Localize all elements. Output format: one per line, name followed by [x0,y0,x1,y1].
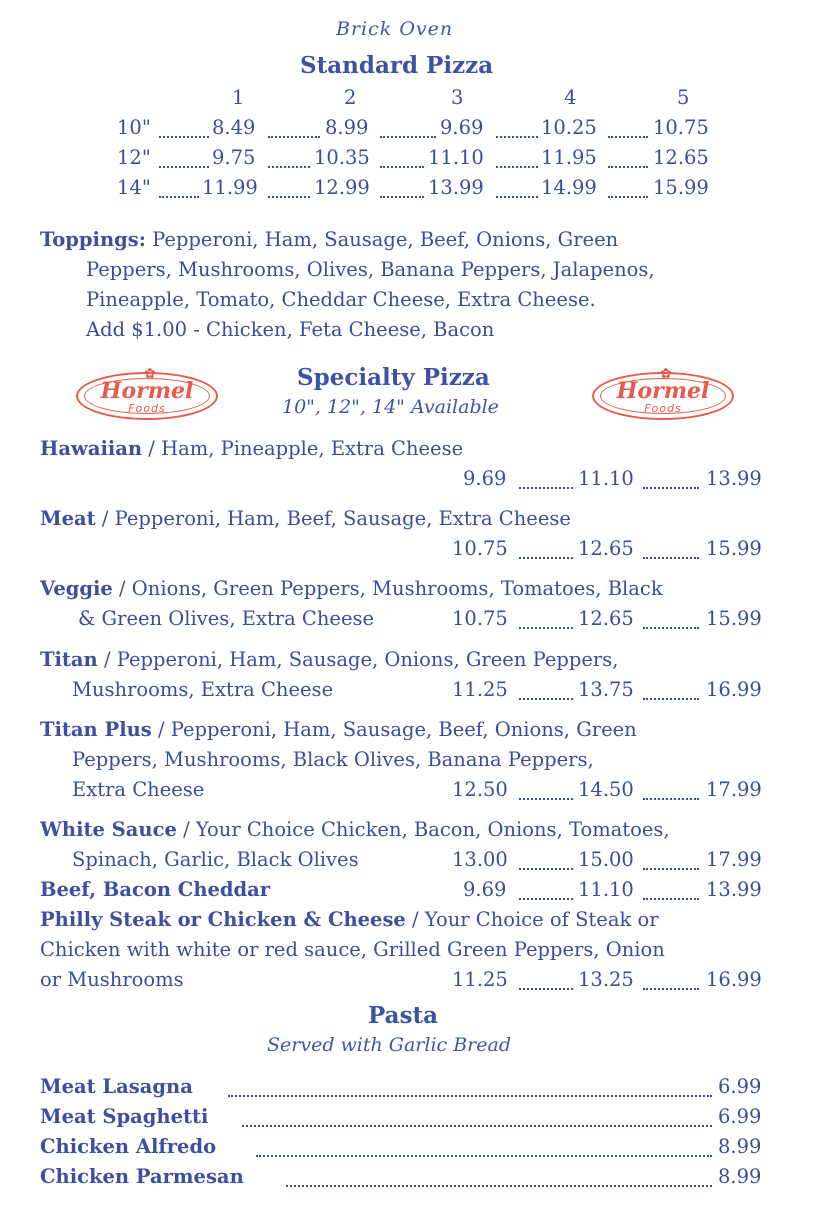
item-name: Hawaiian [40,437,143,460]
logo-subtext: Foods [128,402,166,415]
standard-pizza-title: Standard Pizza [300,52,494,79]
item-name: Chicken Parmesan [40,1165,244,1188]
price-cell: 17.99 [706,848,762,871]
logo-wordmark: Hormel [616,378,710,404]
price-cell: 9.69 [440,116,484,139]
flower-icon: ✿ [144,366,156,382]
item-description: / Ham, Pineapple, Extra Cheese [142,437,464,460]
item-description: Extra Cheese [72,778,205,801]
toppings-line: Peppers, Mushrooms, Olives, Banana Peppers, Jalapenos, [86,258,655,281]
price-cell: 9.69 [463,467,507,490]
size-label: 12" [117,146,151,169]
price-cell: 16.99 [706,678,762,701]
price-cell: 10.25 [541,116,597,139]
price-cell: 11.95 [541,146,597,169]
price-cell: 8.49 [212,116,256,139]
price-cell: 11.25 [452,968,508,991]
item-description: / Your Choice Chicken, Bacon, Onions, Tomatoes, [176,818,670,841]
column-header-4: 4 [564,86,577,109]
item-description: / Your Choice of Steak or [405,908,659,931]
item-name: Titan Plus [40,718,152,741]
item-name: Meat [40,507,96,530]
price-cell: 6.99 [718,1075,762,1098]
price-cell: 10.75 [452,537,508,560]
item-description: / Pepperoni, Ham, Sausage, Beef, Onions, Green [151,718,637,741]
price-cell: 16.99 [706,968,762,991]
price-cell: 12.65 [653,146,709,169]
column-header-3: 3 [451,86,464,109]
price-cell: 8.99 [718,1135,762,1158]
price-cell: 15.00 [578,848,634,871]
hormel-logo-right [592,366,734,420]
item-description: Mushrooms, Extra Cheese [72,678,334,701]
price-cell: 12.50 [452,778,508,801]
price-cell: 9.69 [463,878,507,901]
specialty-pizza-title: Specialty Pizza [297,364,490,391]
item-name: Chicken Alfredo [40,1135,217,1158]
price-cell: 11.25 [452,678,508,701]
price-cell: 13.25 [578,968,634,991]
price-cell: 8.99 [325,116,369,139]
item-name: Meat Spaghetti [40,1105,209,1128]
price-cell: 10.75 [653,116,709,139]
price-cell: 12.99 [314,176,370,199]
item-name: Titan [40,648,98,671]
item-name: Philly Steak or Chicken & Cheese [40,908,406,931]
flower-icon: ✿ [660,366,672,382]
hormel-logo-left [76,366,218,420]
item-description: / Pepperoni, Ham, Sausage, Onions, Green Peppers, [97,648,619,671]
price-cell: 15.99 [706,607,762,630]
toppings-line: Pepperoni, Ham, Sausage, Beef, Onions, Green [152,228,619,251]
column-header-5: 5 [677,86,690,109]
price-cell: 15.99 [653,176,709,199]
column-header-2: 2 [344,86,357,109]
item-description: / Pepperoni, Ham, Beef, Sausage, Extra Cheese [95,507,571,530]
price-cell: 11.10 [578,878,634,901]
toppings-extra-line: Add $1.00 - Chicken, Feta Cheese, Bacon [86,318,495,341]
item-name: White Sauce [40,818,177,841]
price-cell: 15.99 [706,537,762,560]
price-cell: 12.65 [578,607,634,630]
logo-subtext: Foods [644,402,682,415]
item-description: & Green Olives, Extra Cheese [78,607,375,630]
size-label: 10" [117,116,151,139]
item-description: Chicken with white or red sauce, Grilled Green Peppers, Onion [40,938,665,961]
price-cell: 13.99 [706,878,762,901]
toppings-label: Toppings: [40,228,146,251]
item-description: / Onions, Green Peppers, Mushrooms, Tomatoes, Black [112,577,663,600]
price-cell: 10.75 [452,607,508,630]
specialty-pizza-subtitle: 10", 12", 14" Available [282,396,499,418]
price-cell: 11.10 [428,146,484,169]
item-description: Peppers, Mushrooms, Black Olives, Banana Peppers, [72,748,594,771]
item-description: Spinach, Garlic, Black Olives [72,848,359,871]
size-label: 14" [117,176,151,199]
price-cell: 10.35 [314,146,370,169]
price-cell: 6.99 [718,1105,762,1128]
pasta-title: Pasta [368,1002,439,1029]
toppings-line: Pineapple, Tomato, Cheddar Cheese, Extra Cheese. [86,288,596,311]
price-cell: 13.99 [428,176,484,199]
price-cell: 12.65 [578,537,634,560]
item-name: Veggie [40,577,113,600]
price-cell: 11.99 [202,176,258,199]
item-name: Beef, Bacon Cheddar [40,878,271,901]
price-cell: 13.75 [578,678,634,701]
brick-oven-script-title: Brick Oven [336,18,454,40]
item-description: or Mushrooms [40,968,184,991]
price-cell: 13.99 [706,467,762,490]
price-cell: 13.00 [452,848,508,871]
pasta-subtitle: Served with Garlic Bread [267,1034,511,1056]
price-cell: 8.99 [718,1165,762,1188]
price-cell: 9.75 [212,146,256,169]
price-cell: 14.99 [541,176,597,199]
item-name: Meat Lasagna [40,1075,193,1098]
price-cell: 14.50 [578,778,634,801]
logo-wordmark: Hormel [100,378,194,404]
column-header-1: 1 [232,86,245,109]
price-cell: 11.10 [578,467,634,490]
price-cell: 17.99 [706,778,762,801]
